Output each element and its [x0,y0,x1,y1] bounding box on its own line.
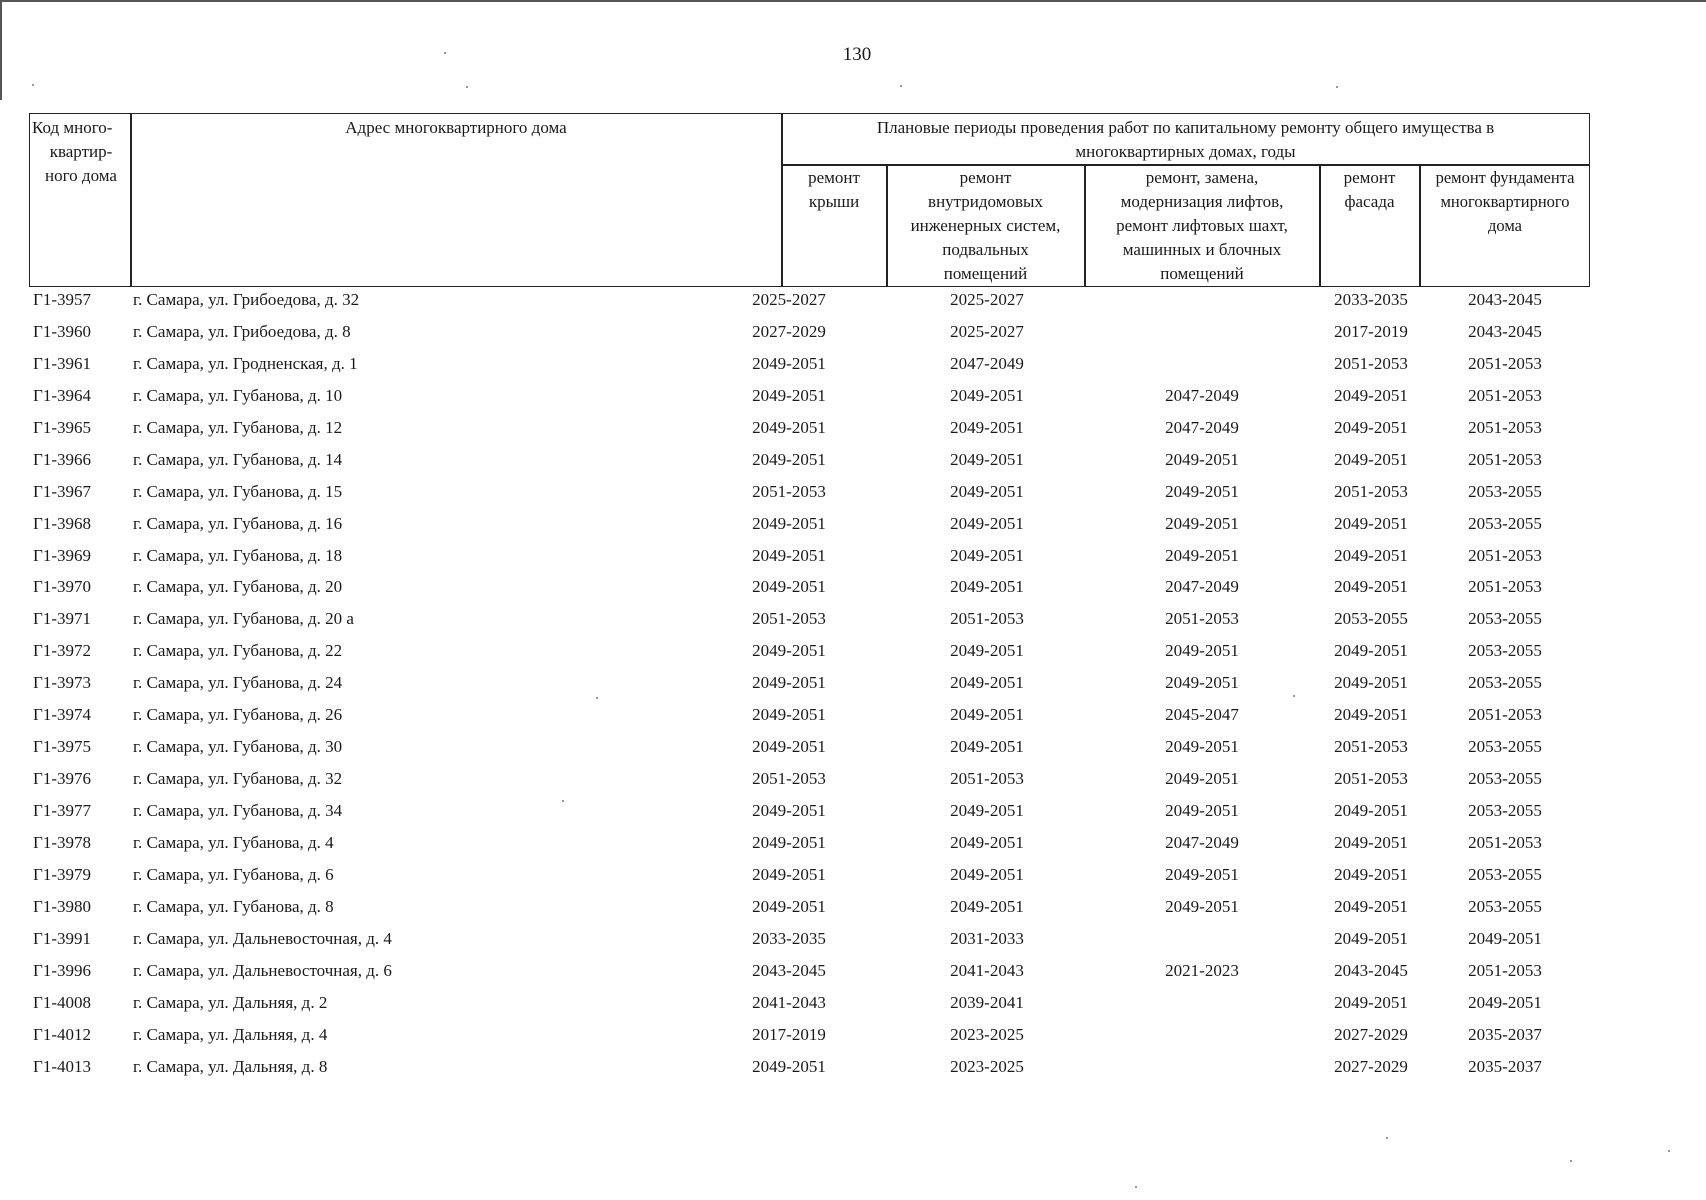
scan-speck [1386,1137,1388,1139]
cell-code: Г1-3966 [33,449,91,469]
cell-elevators [1127,351,1277,383]
cell-engineering: 2049-2051 [950,449,1024,469]
page-number: 130 [842,44,872,65]
header-elevators-line: ремонт лифтовых шахт, [1116,216,1288,235]
cell-elevators: 2047-2049 [1165,385,1239,405]
table-row [29,1054,1590,1086]
table-row [29,638,1590,670]
cell-address: г. Самара, ул. Губанова, д. 26 [133,705,343,725]
cell-roof: 2049-2051 [752,513,826,533]
cell-roof: 2049-2051 [752,353,826,373]
table-row [29,574,1590,606]
scan-speck [444,52,446,54]
cell-engineering: 2025-2027 [950,321,1024,341]
cell-facade: 2049-2051 [1334,577,1408,597]
scan-speck [562,800,564,802]
cell-code: Г1-3996 [33,960,91,980]
cell-elevators [1127,1054,1277,1086]
scan-speck [1336,86,1338,88]
cell-engineering: 2047-2049 [950,353,1024,373]
scan-border-top [0,0,1706,2]
scan-speck [900,85,902,87]
scan-speck [32,84,34,86]
cell-engineering: 2049-2051 [950,481,1024,501]
cell-address: г. Самара, ул. Губанова, д. 4 [133,832,334,852]
table-row [29,734,1590,766]
cell-address: г. Самара, ул. Дальняя, д. 8 [133,1056,328,1076]
cell-roof: 2027-2029 [752,321,826,341]
cell-foundation: 2051-2053 [1468,960,1542,980]
cell-facade: 2027-2029 [1334,1056,1408,1076]
cell-facade: 2043-2045 [1334,960,1408,980]
cell-facade: 2051-2053 [1334,769,1408,789]
header-code [32,116,130,188]
table-row [29,1022,1590,1054]
cell-code: Г1-4008 [33,992,91,1012]
cell-code: Г1-3980 [33,896,91,916]
cell-facade: 2053-2055 [1334,609,1408,629]
cell-elevators: 2049-2051 [1165,801,1239,820]
cell-address: г. Самара, ул. Дальневосточная, д. 6 [133,960,392,980]
cell-address: г. Самара, ул. Губанова, д. 14 [133,449,343,469]
table-row [29,383,1590,415]
cell-foundation: 2053-2055 [1468,481,1542,501]
cell-elevators: 2051-2053 [1165,609,1239,629]
header-foundation [1420,166,1590,238]
cell-code: Г1-3965 [33,417,91,437]
cell-elevators: 2049-2051 [1165,673,1239,693]
scan-speck [596,697,598,699]
header-engineering-line: подвальных [942,240,1029,259]
cell-elevators: 2049-2051 [1165,449,1239,469]
cell-address: г. Самара, ул. Губанова, д. 8 [133,896,334,916]
cell-elevators: 2049-2051 [1165,737,1239,757]
header-elevators-line: ремонт, замена, [1145,168,1259,187]
table-row [29,511,1590,543]
cell-facade: 2049-2051 [1334,545,1408,565]
cell-roof: 2049-2051 [752,737,826,757]
scan-speck [466,86,468,88]
cell-address: г. Самара, ул. Губанова, д. 10 [133,385,343,405]
cell-foundation: 2051-2053 [1468,417,1542,437]
cell-facade: 2049-2051 [1334,385,1408,405]
cell-engineering: 2049-2051 [950,705,1024,725]
cell-roof: 2051-2053 [752,769,826,789]
cell-roof: 2051-2053 [752,609,826,629]
cell-elevators: 2049-2051 [1165,481,1239,501]
cell-roof: 2049-2051 [752,1056,826,1076]
cell-foundation: 2043-2045 [1468,290,1542,309]
cell-roof: 2051-2053 [752,481,826,501]
cell-engineering: 2023-2025 [950,1024,1024,1044]
table-row [29,606,1590,638]
header-elevators [1085,166,1319,286]
cell-engineering: 2049-2051 [950,832,1024,852]
cell-elevators: 2049-2051 [1165,513,1239,533]
header-elevators-line: машинных и блочных [1122,240,1282,259]
cell-foundation: 2053-2055 [1468,769,1542,789]
header-code-line: Код много- [32,118,113,137]
cell-elevators: 2047-2049 [1165,577,1239,597]
cell-engineering: 2041-2043 [950,960,1024,980]
cell-address: г. Самара, ул. Губанова, д. 24 [133,673,343,693]
cell-engineering: 2051-2053 [950,769,1024,789]
cell-elevators: 2049-2051 [1165,769,1239,789]
cell-roof: 2049-2051 [752,385,826,405]
cell-address: г. Самара, ул. Гродненская, д. 1 [133,353,358,373]
cell-address: г. Самара, ул. Дальняя, д. 4 [133,1024,328,1044]
cell-address: г. Самара, ул. Губанова, д. 30 [133,737,343,757]
table-row [29,447,1590,479]
cell-engineering: 2049-2051 [950,673,1024,693]
cell-facade: 2049-2051 [1334,864,1408,884]
scan-speck [1293,695,1295,697]
cell-engineering: 2031-2033 [950,928,1024,948]
header-code-line: ного дома [45,166,117,185]
cell-code: Г1-3973 [33,673,91,693]
cell-elevators: 2049-2051 [1165,864,1239,884]
table-body [29,287,1590,1085]
cell-foundation: 2035-2037 [1468,1024,1542,1044]
cell-address: г. Самара, ул. Грибоедова, д. 8 [133,321,351,341]
table-row [29,479,1590,511]
cell-code: Г1-3975 [33,737,91,757]
cell-facade: 2049-2051 [1334,513,1408,533]
cell-foundation: 2053-2055 [1468,737,1542,757]
cell-elevators [1127,990,1277,1022]
table-row [29,415,1590,447]
cell-foundation: 2051-2053 [1468,449,1542,469]
cell-engineering: 2049-2051 [950,577,1024,597]
cell-engineering: 2049-2051 [950,641,1024,661]
scan-speck [1570,1160,1572,1162]
cell-facade: 2049-2051 [1334,705,1408,725]
cell-code: Г1-3957 [33,290,91,309]
cell-facade: 2049-2051 [1334,641,1408,661]
header-roof-line: крыши [808,192,860,211]
header-engineering [887,166,1084,286]
cell-engineering: 2051-2053 [950,609,1024,629]
scan-speck [1135,1186,1137,1188]
header-engineering-line: ремонт [959,168,1012,187]
cell-elevators: 2049-2051 [1165,641,1239,661]
cell-address: г. Самара, ул. Губанова, д. 20 а [133,609,354,629]
cell-foundation: 2051-2053 [1468,705,1542,725]
cell-foundation: 2053-2055 [1468,864,1542,884]
header-engineering-line: инженерных систем, [910,216,1061,235]
cell-code: Г1-4012 [33,1024,91,1044]
cell-elevators [1127,926,1277,958]
header-facade-line: ремонт [1343,168,1396,187]
cell-roof: 2049-2051 [752,673,826,693]
cell-elevators [1127,1022,1277,1054]
cell-roof: 2049-2051 [752,705,826,725]
cell-facade: 2027-2029 [1334,1024,1408,1044]
table-row [29,990,1590,1022]
cell-elevators: 2021-2023 [1165,960,1239,980]
table-row [29,926,1590,958]
cell-facade: 2049-2051 [1334,417,1408,437]
cell-roof: 2049-2051 [752,417,826,437]
table-row [29,958,1590,990]
table-row [29,862,1590,894]
cell-address: г. Самара, ул. Губанова, д. 6 [133,864,334,884]
cell-foundation: 2049-2051 [1468,992,1542,1012]
cell-code: Г1-3961 [33,353,91,373]
cell-roof: 2017-2019 [752,1024,826,1044]
cell-engineering: 2025-2027 [950,290,1024,309]
cell-code: Г1-3964 [33,385,91,405]
table-row [29,830,1590,862]
cell-code: Г1-3969 [33,545,91,565]
cell-roof: 2033-2035 [752,928,826,948]
cell-facade: 2049-2051 [1334,449,1408,469]
cell-foundation: 2051-2053 [1468,832,1542,852]
header-periods-line: Плановые периоды проведения работ по капитальному ремонту общего имущества в [876,118,1495,137]
cell-facade: 2049-2051 [1334,992,1408,1012]
header-elevators-line: помещений [1160,264,1244,283]
cell-roof: 2043-2045 [752,960,826,980]
cell-foundation: 2051-2053 [1468,577,1542,597]
cell-engineering: 2039-2041 [950,992,1024,1012]
cell-code: Г1-3967 [33,481,91,501]
cell-engineering: 2049-2051 [950,864,1024,884]
header-elevators-line: модернизация лифтов, [1120,192,1284,211]
cell-code: Г1-3979 [33,864,91,884]
cell-code: Г1-4013 [33,1056,91,1076]
cell-address: г. Самара, ул. Губанова, д. 20 [133,577,343,597]
cell-roof: 2049-2051 [752,449,826,469]
cell-elevators: 2045-2047 [1165,705,1239,725]
cell-foundation: 2053-2055 [1468,513,1542,533]
cell-facade: 2049-2051 [1334,673,1408,693]
cell-engineering: 2049-2051 [950,545,1024,565]
cell-roof: 2041-2043 [752,992,826,1012]
cell-engineering: 2049-2051 [950,737,1024,757]
cell-facade: 2049-2051 [1334,801,1408,820]
cell-address: г. Самара, ул. Губанова, д. 22 [133,641,343,661]
cell-facade: 2049-2051 [1334,896,1408,916]
table-row [29,351,1590,383]
table-row [29,702,1590,734]
cell-foundation: 2051-2053 [1468,545,1542,565]
header-foundation-line: ремонт фундамента [1435,168,1575,187]
cell-address: г. Самара, ул. Грибоедова, д. 32 [133,290,360,309]
header-foundation-line: многоквартирного [1440,192,1570,211]
cell-roof: 2049-2051 [752,832,826,852]
cell-elevators: 2049-2051 [1165,545,1239,565]
cell-facade: 2049-2051 [1334,928,1408,948]
cell-foundation: 2049-2051 [1468,928,1542,948]
cell-code: Г1-3976 [33,769,91,789]
cell-foundation: 2053-2055 [1468,609,1542,629]
cell-code: Г1-3991 [33,928,91,948]
cell-elevators: 2047-2049 [1165,832,1239,852]
cell-foundation: 2053-2055 [1468,641,1542,661]
cell-code: Г1-3960 [33,321,91,341]
cell-code: Г1-3972 [33,641,91,661]
header-foundation-line: дома [1488,216,1522,235]
cell-address: г. Самара, ул. Губанова, д. 16 [133,513,343,533]
cell-engineering: 2049-2051 [950,896,1024,916]
cell-foundation: 2053-2055 [1468,896,1542,916]
table-row [29,798,1590,830]
cell-roof: 2049-2051 [752,545,826,565]
cell-code: Г1-3974 [33,705,91,725]
cell-address: г. Самара, ул. Губанова, д. 12 [133,417,343,437]
cell-engineering: 2023-2025 [950,1056,1024,1076]
cell-facade: 2051-2053 [1334,737,1408,757]
header-roof [782,166,886,214]
header-facade [1320,166,1419,214]
cell-foundation: 2035-2037 [1468,1056,1542,1076]
cell-address: г. Самара, ул. Дальняя, д. 2 [133,992,328,1012]
cell-engineering: 2049-2051 [950,513,1024,533]
cell-address: г. Самара, ул. Губанова, д. 18 [133,545,343,565]
cell-roof: 2049-2051 [752,896,826,916]
table-row [29,543,1590,575]
cell-address: г. Самара, ул. Губанова, д. 32 [133,769,343,789]
cell-elevators: 2049-2051 [1165,896,1239,916]
cell-elevators: 2047-2049 [1165,417,1239,437]
cell-foundation: 2053-2055 [1468,673,1542,693]
cell-code: Г1-3978 [33,832,91,852]
cell-engineering: 2049-2051 [950,801,1024,820]
cell-facade: 2049-2051 [1334,832,1408,852]
cell-roof: 2049-2051 [752,577,826,597]
cell-code: Г1-3970 [33,577,91,597]
table-row [29,319,1590,351]
table-row [29,670,1590,702]
cell-roof: 2049-2051 [752,864,826,884]
cell-facade: 2017-2019 [1334,321,1408,341]
cell-address: г. Самара, ул. Губанова, д. 15 [133,481,343,501]
header-engineering-line: помещений [943,264,1028,283]
header-facade-line: фасада [1344,192,1395,211]
header-roof-line: ремонт [808,168,860,187]
table-row [29,287,1590,319]
cell-code: Г1-3977 [33,801,91,820]
cell-elevators [1127,287,1277,319]
cell-facade: 2051-2053 [1334,353,1408,373]
cell-roof: 2049-2051 [752,801,826,820]
header-code-line: квартир- [49,142,113,161]
cell-engineering: 2049-2051 [950,385,1024,405]
cell-code: Г1-3971 [33,609,91,629]
table-row [29,766,1590,798]
header-engineering-line: внутридомовых [928,192,1043,211]
cell-roof: 2049-2051 [752,641,826,661]
cell-foundation: 2051-2053 [1468,385,1542,405]
cell-facade: 2033-2035 [1334,290,1408,309]
scan-speck [1668,1150,1670,1152]
header-address: Адрес многоквартирного дома [345,118,567,137]
table-header [29,113,1590,287]
cell-facade: 2051-2053 [1334,481,1408,501]
table-row [29,894,1590,926]
cell-elevators [1127,319,1277,351]
header-periods-group [782,116,1589,164]
cell-roof: 2025-2027 [752,290,826,309]
cell-code: Г1-3968 [33,513,91,533]
header-periods-line: многоквартирных домах, годы [1075,142,1296,161]
cell-engineering: 2049-2051 [950,417,1024,437]
cell-address: г. Самара, ул. Дальневосточная, д. 4 [133,928,392,948]
cell-address: г. Самара, ул. Губанова, д. 34 [133,801,343,820]
cell-foundation: 2043-2045 [1468,321,1542,341]
cell-foundation: 2051-2053 [1468,353,1542,373]
cell-foundation: 2053-2055 [1468,801,1542,820]
